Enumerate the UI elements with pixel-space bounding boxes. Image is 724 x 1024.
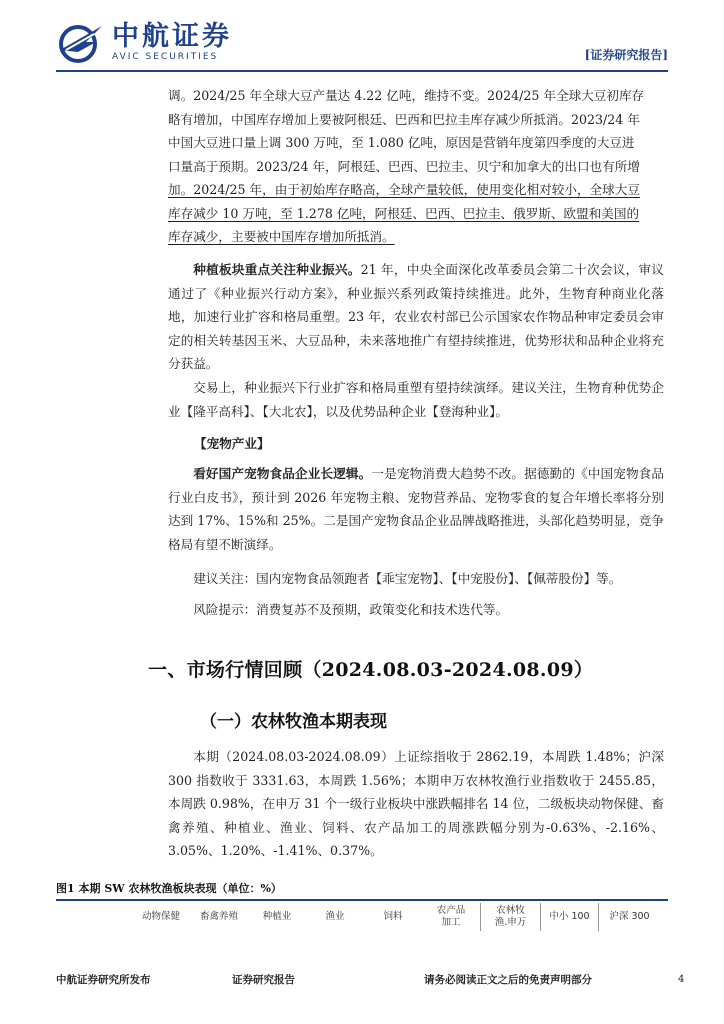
paragraph-line-underlined: 库存减少 10 万吨，至 1.278 亿吨，阿根廷、巴西、巴拉圭、俄罗斯、欧盟和美国的 <box>168 205 640 221</box>
paragraph-pet-food <box>168 462 664 556</box>
paragraph-market-review <box>168 745 664 863</box>
paragraph-lead: 看好国产宠物食品企业长逻辑。 <box>193 466 372 481</box>
avic-logo-icon <box>56 20 106 64</box>
paragraph-line: 口量高于预期。2023/24 年，阿根廷、巴西、巴拉圭、贝宁和加拿大的出口也有所增 <box>168 158 640 174</box>
report-type-tag: [证券研究报告] <box>584 48 668 62</box>
legend-item: 渔业 <box>325 911 345 922</box>
paragraph-text: 21 年，中央全面深化改革委员会第二十次会议，审议通过了《种业振兴行动方案》，种业振兴系列政策持续推进。此外，生物育种商业化落地，加速行业扩容和格局重塑。23 年，农业农村部已公示国家农作物品种审定委员会审定的相关转基因玉米、大豆品种，未来落地推广有望持续推进，优势形状和品种企业将充分获益。 <box>168 262 665 371</box>
footer-report-type: 证券研究报告 <box>232 974 295 986</box>
section-label-pet: 【宠物产业】 <box>194 436 270 451</box>
legend-item: 畜禽养殖 <box>199 911 238 922</box>
paragraph-soybean <box>168 84 664 249</box>
paragraph-recommend <box>168 567 664 591</box>
legend-item: 沪深 300 <box>598 903 660 931</box>
figure-divider <box>56 899 668 901</box>
figure-title: 图1 本期 SW 农林牧渔板块表现（单位：%） <box>56 882 282 895</box>
legend-item: 农产品 加工 <box>436 905 466 928</box>
paragraph-text: 一是宠物消费大趋势不改。据德勤的《中国宠物食品行业白皮书》，预计到 2026 年宠物主粮、宠物营养品、宠物零食的复合年增长率将分别达到 17%、15%和 25%。二是国产宠物食品企业品牌战略推进，头部化趋势明显，竞争格局有望不断演绎。 <box>168 466 665 552</box>
footer-disclaimer: 请务必阅读正文之后的免责声明部分 <box>424 974 592 986</box>
figure-legend <box>132 903 662 931</box>
legend-item: 农林牧 渔.申万 <box>480 903 540 931</box>
avic-logo <box>56 20 232 64</box>
page-number: 4 <box>678 974 685 985</box>
logo-en-text: AVIC SECURITIES <box>112 52 219 62</box>
paragraph-text: 本期（2024.08.03-2024.08.09）上证综指收于 2862.19，本周跌 1.48%；沪深 300 指数收于 3331.63，本周跌 1.56%；本期申万农林牧渔行业指数收于 2455.85，本周跌 0.98%，在申万 31 个一级行业板块中涨跌幅排名 14 位，二级板块动物保健、畜禽养殖、种植业、渔业、饲料、农产品加工的周涨跌幅分别为-0.63%、-2.16%、3.05%、1.20%、-1.41%、0.37%。 <box>168 749 664 858</box>
paragraph-line: 中国大豆进口量上调 300 万吨，至 1.080 亿吨，原因是营销年度第四季度的大豆进 <box>168 135 635 150</box>
paragraph-text: 建议关注：国内宠物食品领跑者【乖宝宠物】、【中宠股份】、【佩蒂股份】等。 <box>193 571 622 586</box>
paragraph-line-underlined: 库存减少，主要被中国库存增加所抵消。 <box>168 229 395 244</box>
section-heading-2: （一）农林牧渔本期表现 <box>200 712 387 732</box>
legend-item: 动物保健 <box>141 911 180 922</box>
header-divider <box>56 70 668 72</box>
section-heading-1: 一、市场行情回顾（2024.08.03-2024.08.09） <box>148 659 594 681</box>
paragraph-trading <box>168 376 664 423</box>
logo-cn-text: 中航证券 <box>112 21 232 52</box>
paragraph-line: 略有增加，中国库存增加上要被阿根廷、巴西和巴拉圭库存减少所抵消。2023/24 年 <box>168 111 640 127</box>
paragraph-risk <box>168 598 664 622</box>
legend-item: 中小 100 <box>540 903 598 931</box>
footer-publisher: 中航证券研究所发布 <box>56 974 151 986</box>
page-header <box>56 20 668 68</box>
paragraph-seed-industry <box>168 258 664 376</box>
legend-item: 种植业 <box>262 911 292 922</box>
paragraph-lead: 种植板块重点关注种业振兴。 <box>193 262 361 277</box>
paragraph-text: 风险提示：消费复苏不及预期，政策变化和技术迭代等。 <box>193 602 509 617</box>
legend-item: 饲料 <box>383 911 403 922</box>
paragraph-text: 交易上，种业振兴下行业扩容和格局重塑有望持续演绎。建议关注，生物育种优势企业【隆平高科】、【大北农】，以及优势品种企业【登海种业】。 <box>168 380 664 419</box>
paragraph-line: 调。2024/25 年全球大豆产量达 4.22 亿吨，维持不变。2024/25 年全球大豆初库存 <box>168 88 645 103</box>
paragraph-line-underlined: 加。2024/25 年，由于初始库存略高，全球产量较低，使用变化相对较小，全球大豆 <box>168 182 640 197</box>
